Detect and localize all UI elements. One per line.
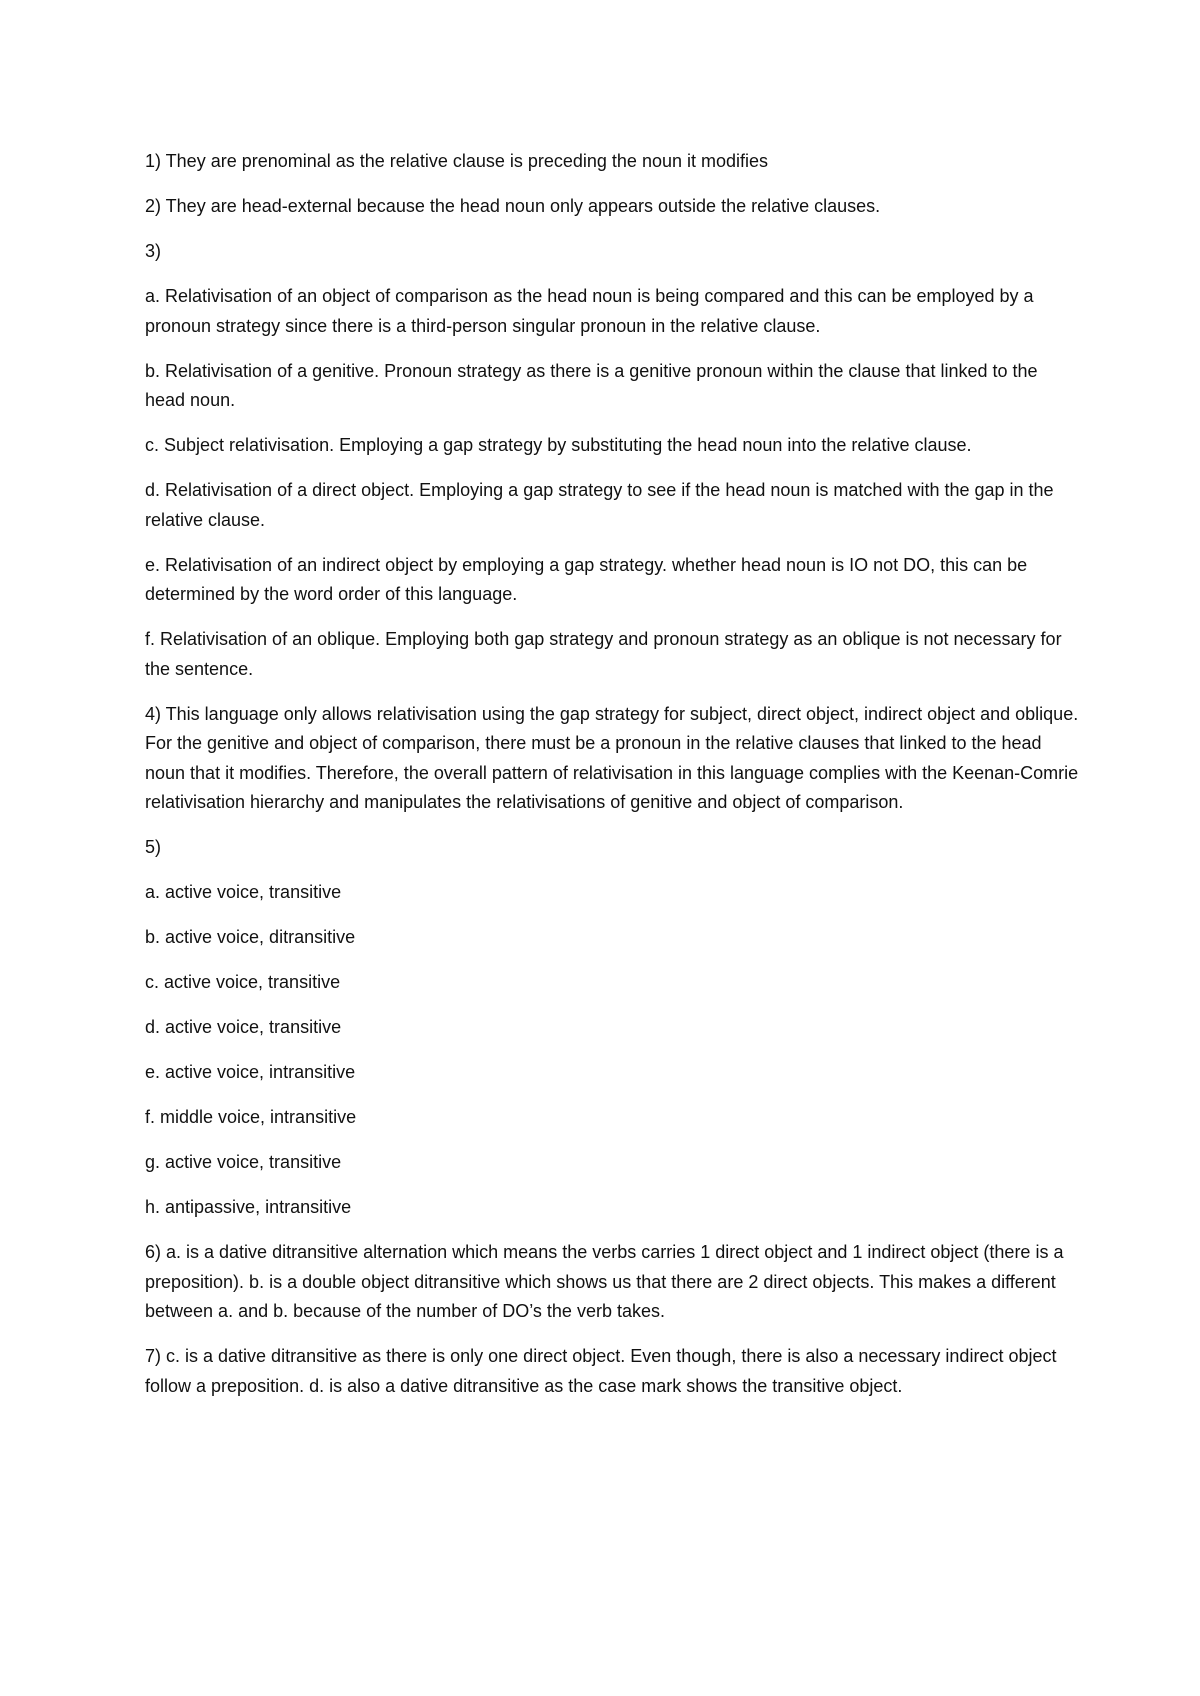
answer-5g: g. active voice, transitive [145,1152,342,1172]
answer-5b: b. active voice, ditransitive [145,927,356,947]
answer-5e: e. active voice, intransitive [145,1062,356,1082]
answer-5a: a. active voice, transitive [145,882,342,902]
answer-3f: f. Relativisation of an oblique. Employing both gap strategy and pronoun strategy as an oblique is not necessary for the sentence. [145,629,1062,679]
answer-3e: e. Relativisation of an indirect object by employing a gap strategy. whether head noun is IO not DO, this can be determined by the word order of this language. [145,554,1028,604]
answer-1: 1) They are prenominal as the relative clause is preceding the noun it modifies [145,151,769,171]
answer-5d: d. active voice, transitive [145,1017,342,1037]
answer-4: 4) This language only allows relativisation using the gap strategy for subject, direct object, indirect object and oblique. For the genitive and object of comparison, there must be a pronoun in the relative clauses that linked to the head noun that it modifies. Therefore, the overall pattern of relativisation in this language complies with the Keenan-Comrie relativisation hierarchy and manipulates the relativisations of genitive and object of comparison. [145,703,1079,812]
answer-5-heading: 5) [145,837,162,857]
document-body [145,147,1080,1417]
answer-5h: h. antipassive, intransitive [145,1197,352,1217]
answer-6: 6) a. is a dative ditransitive alternation which means the verbs carries 1 direct object and 1 indirect object (there is a preposition). b. is a double object ditransitive which shows us that there are 2 direct objects. This makes a different between a. and b. because of the number of DO’s the verb takes. [145,1242,1064,1321]
answer-3c: c. Subject relativisation. Employing a gap strategy by substituting the head noun into the relative clause. [145,435,972,455]
answer-3b: b. Relativisation of a genitive. Pronoun strategy as there is a genitive pronoun within the clause that linked to the head noun. [145,360,1038,410]
answer-5f: f. middle voice, intransitive [145,1107,357,1127]
answer-7: 7) c. is a dative ditransitive as there is only one direct object. Even though, there is also a necessary indirect object follow a preposition. d. is also a dative ditransitive as the case mark shows the transitive object. [145,1346,1057,1396]
answer-3a: a. Relativisation of an object of comparison as the head noun is being compared and this can be employed by a pronoun strategy since there is a third-person singular pronoun in the relative clause. [145,286,1034,336]
answer-3-heading: 3) [145,241,162,261]
answer-5c: c. active voice, transitive [145,972,341,992]
answer-3d: d. Relativisation of a direct object. Employing a gap strategy to see if the head noun is matched with the gap in the relative clause. [145,480,1054,530]
answer-2: 2) They are head-external because the head noun only appears outside the relative clauses. [145,196,881,216]
